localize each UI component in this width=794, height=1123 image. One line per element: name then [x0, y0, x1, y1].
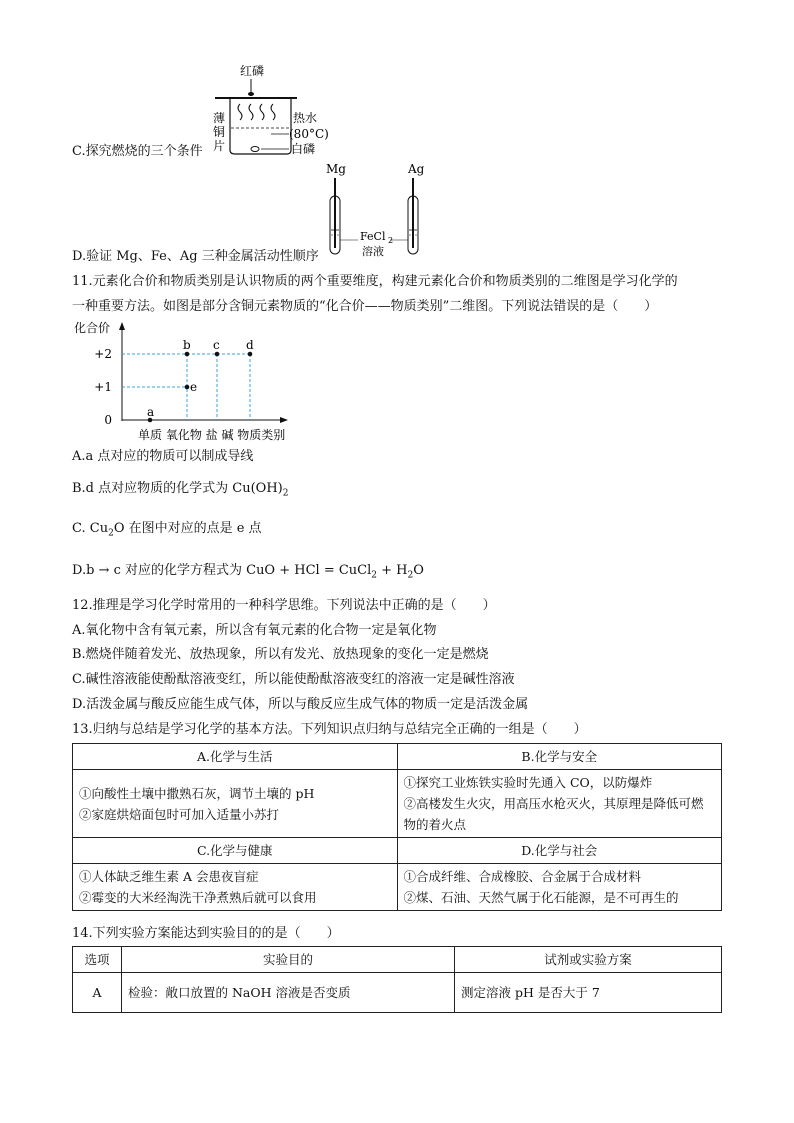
- chart-xlabel: 单质 氧化物 盐 碱 物质类别: [138, 428, 286, 442]
- point-b: [185, 352, 190, 357]
- q14-header-plan: 试剂或实验方案: [455, 947, 722, 973]
- y-tick-label: +2: [94, 347, 112, 361]
- q12-option-a: A.氧化物中含有氧元素，所以含有氧元素的化合物一定是氧化物: [72, 623, 437, 638]
- q13-b-head: B.化学与安全: [397, 744, 722, 770]
- q14-row-a-plan: 测定溶液 pH 是否大于 7: [455, 973, 722, 1013]
- q14-header-goal: 实验目的: [122, 947, 455, 973]
- q10-option-c: C.探究燃烧的三个条件: [72, 144, 203, 159]
- hot-water-label: 热水: [293, 111, 318, 125]
- point-c: [215, 352, 220, 357]
- q14-header-option: 选项: [73, 947, 122, 973]
- svg-text:Ag: Ag: [408, 162, 425, 176]
- metal-activity-figure: [318, 160, 438, 264]
- point-e: [185, 385, 190, 390]
- q11-option-a: A.a 点对应的物质可以制成导线: [72, 449, 254, 464]
- q13-table: [72, 743, 722, 911]
- q12-option-b: B.燃烧伴随着发光、放热现象，所以有发光、放热现象的变化一定是燃烧: [72, 647, 489, 662]
- point-label-a: a: [147, 405, 155, 419]
- q11-option-c: C. $Cu_2O$ 在图中对应的点是 e 点: [72, 521, 262, 539]
- q13-stem: 13.归纳与总结是学习化学的基本方法。下列知识点归纳与总结完全正确的一组是（ ）: [72, 722, 587, 737]
- q11-stem-line1: 11.元素化合价和物质类别是认识物质的两个重要维度，构建元素化合价和物质类别的二维图是学习化学的: [72, 274, 678, 289]
- q13-c-body: ①人体缺乏维生素 A 会患夜盲症 ②霉变的大米经淘洗干净煮熟后就可以食用: [73, 864, 398, 911]
- q10-option-d: D.验证 Mg、Fe、Ag 三种金属活动性顺序: [72, 249, 319, 264]
- svg-text:FeCl: FeCl: [360, 230, 386, 243]
- temperature-label: (80°C): [289, 127, 329, 141]
- q13-a-body: ①向酸性土壤中撒熟石灰，调节土壤的 pH ②家庭烘焙面包时可加入适量小苏打: [73, 770, 398, 838]
- q11-stem-line2: 一种重要方法。如图是部分含铜元素物质的“化合价——物质类别”二维图。下列说法错误的是（ ）: [72, 299, 658, 314]
- q14-table: [72, 946, 722, 1013]
- red-phosphorus-label: 红磷: [240, 64, 265, 78]
- chart-ylabel: 化合价: [74, 321, 111, 335]
- q13-b-body: ①探究工业炼铁实验时先通入 CO，以防爆炸 ②高楼发生火灾，用高压水枪灭火，其原理是降低可燃 物的着火点: [397, 770, 722, 838]
- q13-d-body: ①合成纤维、合成橡胶、合金属于合成材料 ②煤、石油、天然气属于化石能源，是不可再生的: [397, 864, 722, 911]
- q14-row-a-goal: 检验：敞口放置的 NaOH 溶液是否变质: [122, 973, 455, 1013]
- svg-text:片: 片: [213, 139, 226, 153]
- q13-d-head: D.化学与社会: [397, 838, 722, 864]
- q13-a-head: A.化学与生活: [73, 744, 398, 770]
- combustion-apparatus-figure: [205, 58, 345, 158]
- q11-option-d: D.b → c 对应的化学方程式为 CuO + HCl = CuCl$_2$ + $H_2O$: [72, 563, 424, 581]
- valence-category-chart: [72, 318, 332, 446]
- svg-text:2: 2: [388, 236, 394, 245]
- svg-text:铜: 铜: [213, 125, 226, 139]
- svg-text:溶液: 溶液: [362, 245, 384, 258]
- svg-text:薄: 薄: [213, 111, 226, 125]
- y-tick-label: 0: [104, 413, 112, 427]
- point-d: [248, 352, 253, 357]
- q11-option-b: B.d 点对应物质的化学式为 $Cu(OH)_2$: [72, 481, 289, 499]
- q12-option-d: D.活泼金属与酸反应能生成气体，所以与酸反应生成气体的物质一定是活泼金属: [72, 697, 529, 712]
- point-label-e: e: [190, 380, 198, 394]
- white-phosphorus-label: 白磷: [291, 142, 316, 156]
- point-label-c: c: [213, 338, 220, 352]
- q13-c-head: C.化学与健康: [73, 838, 398, 864]
- y-tick-label: +1: [94, 380, 112, 394]
- point-label-b: b: [183, 338, 191, 352]
- q12-option-c: C.碱性溶液能使酚酞溶液变红，所以能使酚酞溶液变红的溶液一定是碱性溶液: [72, 672, 515, 687]
- svg-text:Mg: Mg: [326, 162, 346, 176]
- point-label-d: d: [246, 338, 254, 352]
- q12-stem: 12.推理是学习化学时常用的一种科学思维。下列说法中正确的是（ ）: [72, 598, 496, 613]
- q14-stem: 14.下列实验方案能达到实验目的的是（ ）: [72, 926, 340, 941]
- q14-row-a-option: A: [73, 973, 122, 1013]
